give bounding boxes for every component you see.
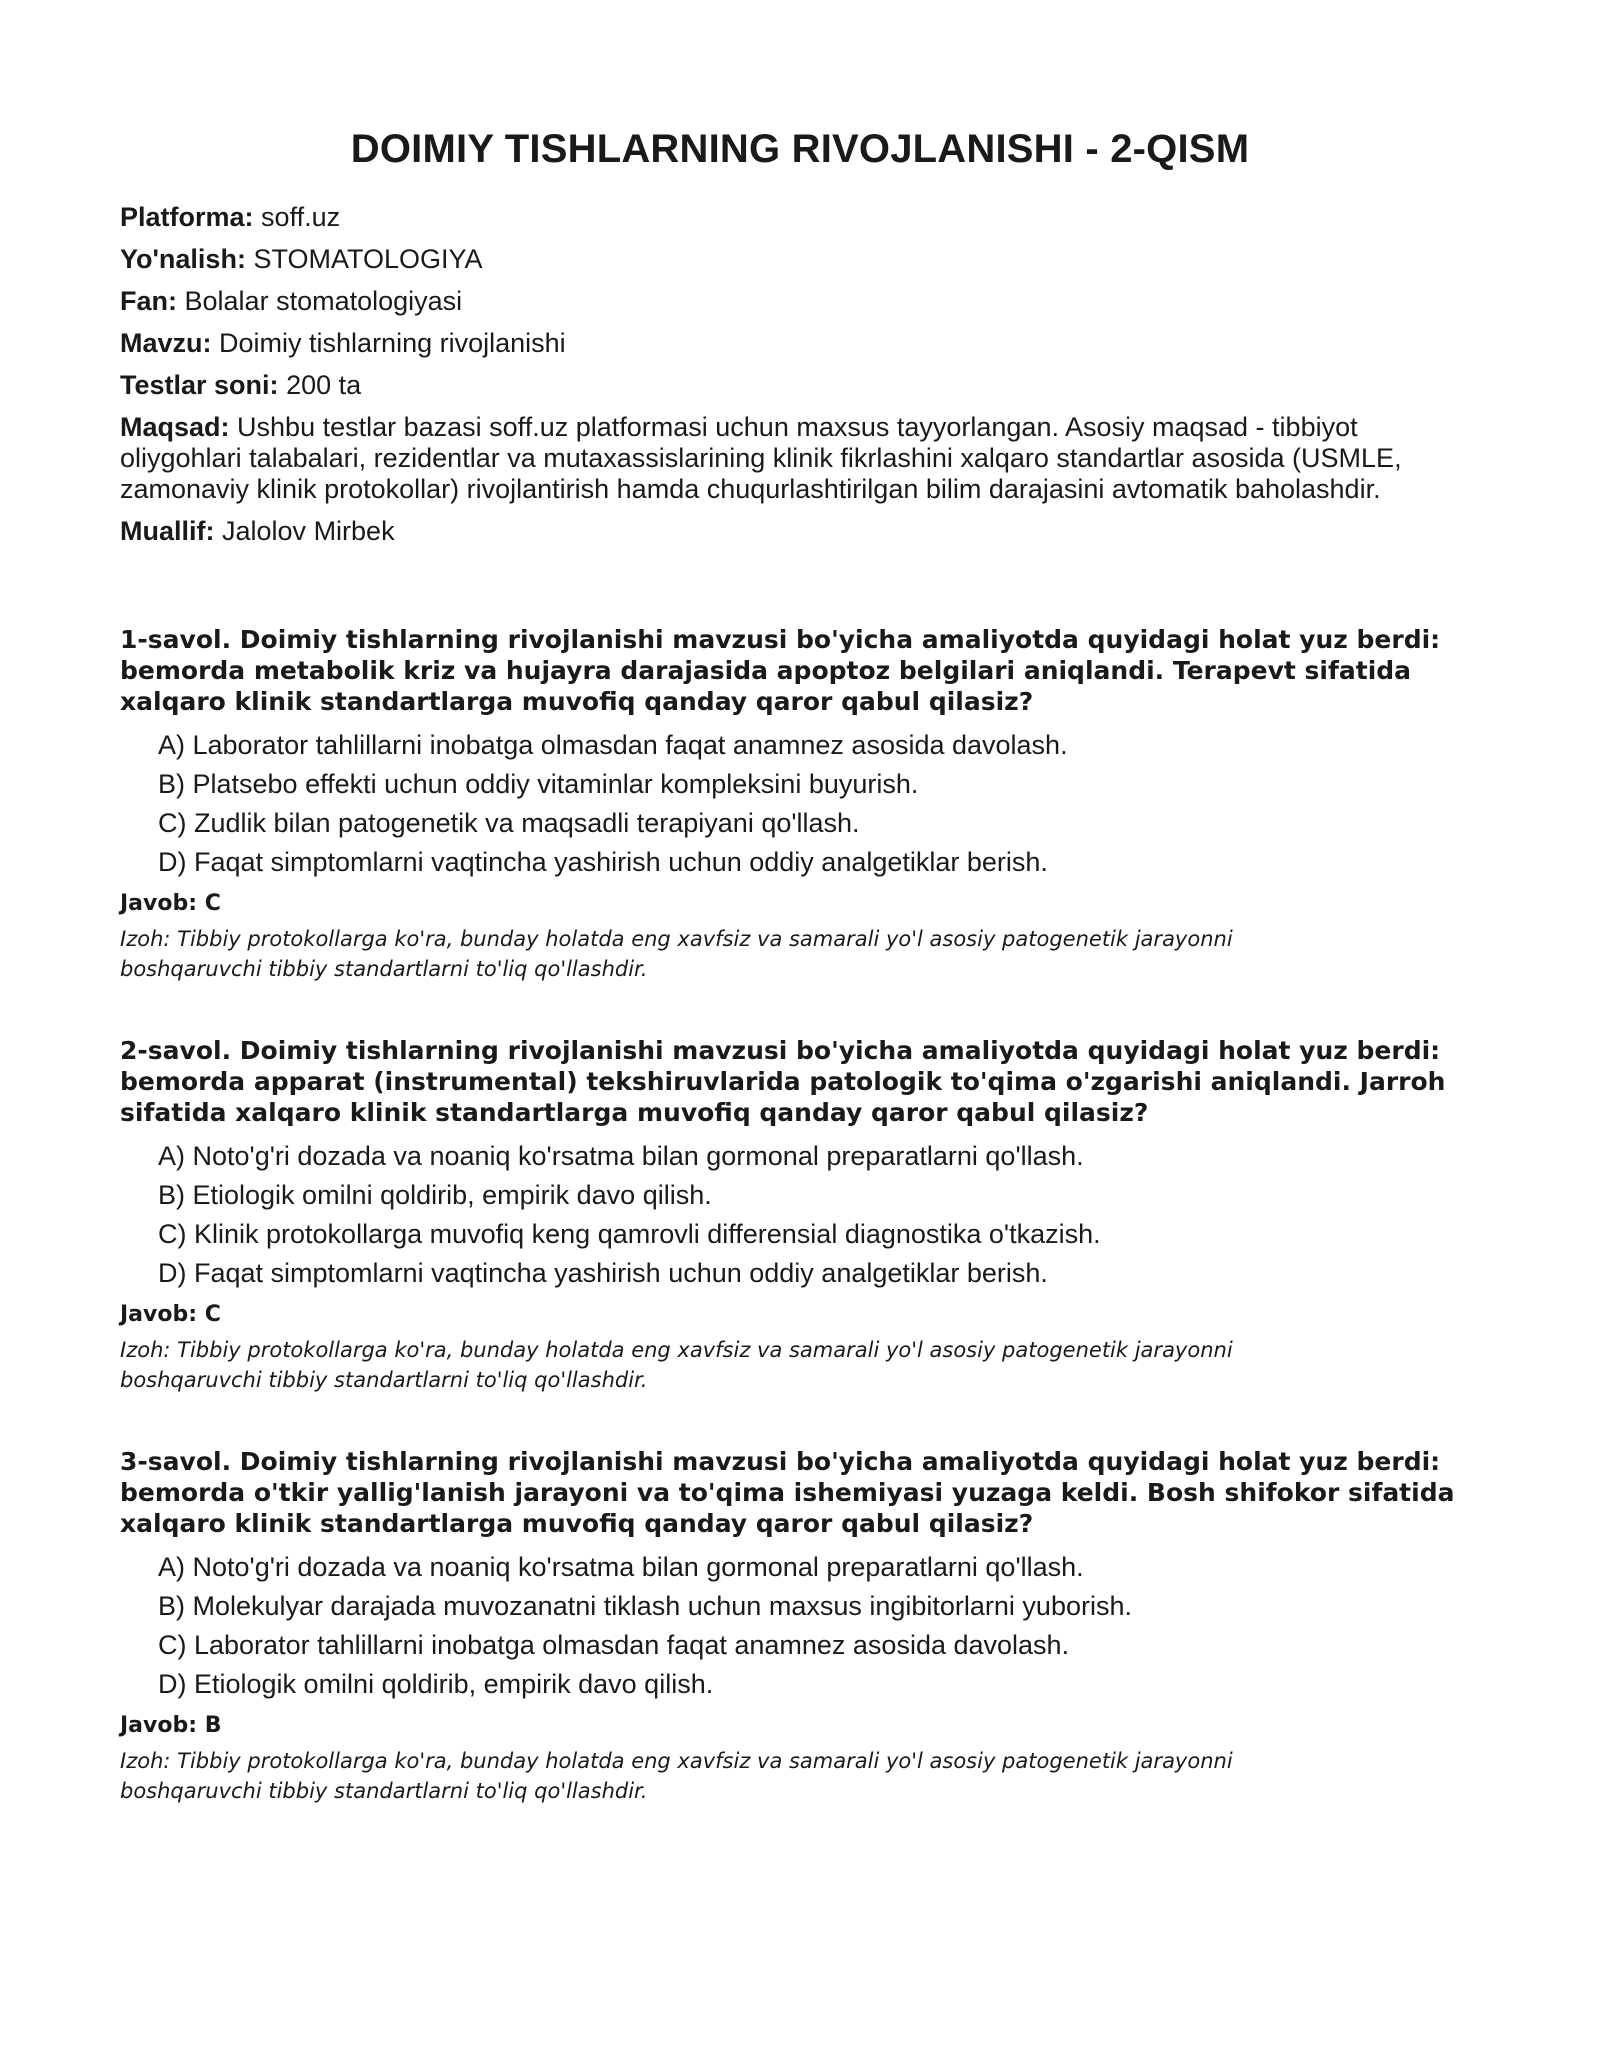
option-d: D) Faqat simptomlarni vaqtincha yashirish uchun oddiy analgetiklar berish. (158, 1258, 1048, 1288)
option-d: D) Etiologik omilni qoldirib, empirik davo qilish. (158, 1669, 714, 1699)
question-text: 3-savol. Doimiy tishlarning rivojlanishi mavzusi bo'yicha amaliyotda quyidagi holat yuz berdi: bemorda o'tkir yallig'lanish jarayoni va to'qima ishemiyasi yuzaga keldi. Bosh shifokor sifatida xalqaro klinik standartlarga muvofiq qanday qaror qabul qilasiz? (120, 1447, 1455, 1538)
meta-muallif (120, 516, 1480, 547)
meta-key: Fan: (120, 286, 177, 316)
meta-key: Yo'nalish: (120, 244, 246, 274)
question-text: 2-savol. Doimiy tishlarning rivojlanishi mavzusi bo'yicha amaliyotda quyidagi holat yuz berdi: bemorda apparat (instrumental) tekshiruvlarida patologik to'qima o'zgarishi aniqlandi. Jarroh sifatida xalqaro klinik standartlarga muvofiq qanday qaror qabul qilasiz? (120, 1036, 1446, 1127)
meta-key: Mavzu: (120, 328, 212, 358)
option-list (120, 1140, 1480, 1289)
option-a: A) Noto'g'ri dozada va noaniq ko'rsatma bilan gormonal preparatlarni qo'llash. (158, 1552, 1084, 1582)
question-2 (120, 1035, 1480, 1395)
meta-key: Maqsad: (120, 412, 230, 442)
meta-value: Jalolov Mirbek (222, 516, 395, 546)
option-b: B) Platsebo effekti uchun oddiy vitaminlar kompleksini buyurish. (158, 769, 919, 799)
questions-list (120, 624, 1480, 1806)
option-b: B) Molekulyar darajada muvozanatni tiklash uchun maxsus ingibitorlarni yuborish. (158, 1591, 1132, 1621)
option-list (120, 1551, 1480, 1700)
meta-value: Bolalar stomatologiyasi (184, 286, 463, 316)
question-1 (120, 624, 1480, 984)
question-text: 1-savol. Doimiy tishlarning rivojlanishi mavzusi bo'yicha amaliyotda quyidagi holat yuz berdi: bemorda metabolik kriz va hujayra darajasida apoptoz belgilari aniqlandi. Terapevt sifatida xalqaro klinik standartlarga muvofiq qanday qaror qabul qilasiz? (120, 625, 1441, 716)
explanation-text: Izoh: Tibbiy protokollarga ko'ra, bunday holatda eng xavfsiz va samarali yo'l asosiy patogenetik jarayonni boshqaruvchi tibbiy standartlarni to'liq qo'llashdir. (120, 1749, 1233, 1803)
explanation-text: Izoh: Tibbiy protokollarga ko'ra, bunday holatda eng xavfsiz va samarali yo'l asosiy patogenetik jarayonni boshqaruvchi tibbiy standartlarni to'liq qo'llashdir. (120, 1338, 1233, 1392)
document-page (120, 0, 1480, 1857)
meta-testlar-soni (120, 370, 1480, 401)
meta-value: Ushbu testlar bazasi soff.uz platformasi uchun maxsus tayyorlangan. Asosiy maqsad - tibbiyot oliygohlari talabalari, rezidentlar va mutaxassislarining klinik fikrlashini xalqaro standartlar asosida (USMLE, zamonaviy klinik protokollar) rivojlantirish hamda chuqurlashtirilgan bilim darajasini avtomatik baholashdir. (120, 412, 1402, 504)
meta-value: Doimiy tishlarning rivojlanishi (219, 328, 566, 358)
meta-value: 200 ta (286, 370, 362, 400)
answer-label: Javob: C (120, 891, 221, 916)
meta-key: Platforma: (120, 202, 254, 232)
option-c: C) Zudlik bilan patogenetik va maqsadli terapiyani qo'llash. (158, 808, 860, 838)
option-a: A) Laborator tahlillarni inobatga olmasdan faqat anamnez asosida davolash. (158, 730, 1068, 760)
option-list (120, 729, 1480, 878)
meta-maqsad (120, 412, 1480, 505)
page-title: DOIMIY TISHLARNING RIVOJLANISHI - 2-QISM (350, 127, 1250, 171)
option-b: B) Etiologik omilni qoldirib, empirik davo qilish. (158, 1180, 712, 1210)
answer-label: Javob: C (120, 1302, 221, 1327)
meta-section (120, 202, 1480, 547)
meta-platforma (120, 202, 1480, 233)
option-c: C) Laborator tahlillarni inobatga olmasdan faqat anamnez asosida davolash. (158, 1630, 1070, 1660)
question-3 (120, 1446, 1480, 1806)
meta-yonalish (120, 244, 1480, 275)
meta-key: Muallif: (120, 516, 215, 546)
meta-key: Testlar soni: (120, 370, 279, 400)
explanation-text: Izoh: Tibbiy protokollarga ko'ra, bunday holatda eng xavfsiz va samarali yo'l asosiy patogenetik jarayonni boshqaruvchi tibbiy standartlarni to'liq qo'llashdir. (120, 927, 1233, 981)
option-d: D) Faqat simptomlarni vaqtincha yashirish uchun oddiy analgetiklar berish. (158, 847, 1048, 877)
meta-value: STOMATOLOGIYA (253, 244, 483, 274)
meta-fan (120, 286, 1480, 317)
meta-mavzu (120, 328, 1480, 359)
option-c: C) Klinik protokollarga muvofiq keng qamrovli differensial diagnostika o'tkazish. (158, 1219, 1101, 1249)
meta-value: soff.uz (261, 202, 341, 232)
answer-label: Javob: B (120, 1713, 222, 1738)
option-a: A) Noto'g'ri dozada va noaniq ko'rsatma bilan gormonal preparatlarni qo'llash. (158, 1141, 1084, 1171)
